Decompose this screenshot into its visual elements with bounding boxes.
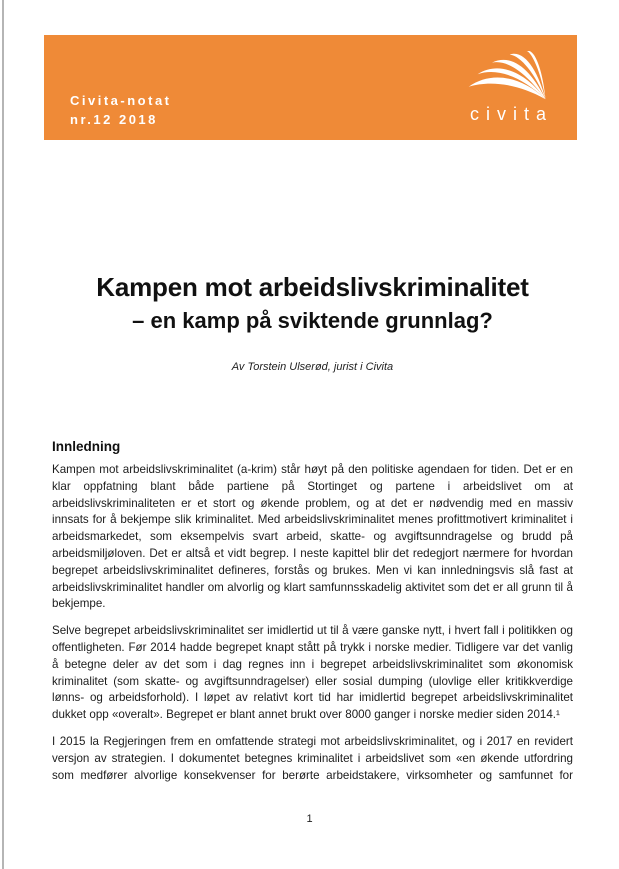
body-paragraph: Selve begrepet arbeidslivskriminalitet ser imidlertid ut til å være ganske nytt, i hvert fall i politikken og offentligheten. Før 2014 hadde begrepet knapt stått på trykk i norske medier. Tidligere var det vanlig å betegne deler av det som i dag regnes inn i begrepet arbeidslivskriminalitet som økonomisk kriminalitet (som skatte- og avgiftsunndragelser) eller sosial dumping (ulovlige eller kritikkverdige lønns- og arbeidsforhold). I løpet av relativt kort tid har imidlertid begrepet arbeidslivskriminalitet dukket opp «overalt». Begrepet er blant annet brukt over 8000 ganger i norske medier siden 2014.¹ — [52, 624, 573, 722]
section-heading: Innledning — [52, 439, 121, 454]
document-subtitle: – en kamp på sviktende grunnlag? — [132, 308, 493, 333]
document-body — [52, 439, 573, 794]
byline: Av Torstein Ulserød, jurist i Civita — [231, 361, 394, 373]
body-paragraph: Kampen mot arbeidslivskriminalitet (a-krim) står høyt på den politiske agendaen for tiden. Det er en klar oppfatning blant både partiene på Stortinget og partene i arbeidslivet om at arbeidslivskriminaliteten er et stort og økende problem, og at det er nødvendig med en massiv innsats for å bekjempe slik kriminalitet. Med arbeidslivskriminalitet menes profittmotivert kriminalitet i arbeidsmarkedet, som eksempelvis svart arbeid, skatte- og avgiftsunndragelse og brudd på arbeidsmiljøloven. Det er altså et vidt begrep. I neste kapittel blir det redegjort nærmere for hvordan begrepet arbeidslivskriminalitet defineres, forstås og brukes. Men vi kan innledningsvis slå fast at arbeidslivskriminalitet handler om alvorlig og klart samfunnsskadelig aktivitet som det er all grunn til å bekjempe. — [52, 463, 573, 611]
document-title: Kampen mot arbeidslivskriminalitet — [96, 272, 529, 302]
page-edge-line — [2, 0, 4, 869]
civita-logo — [455, 51, 561, 125]
notat-series: Civita-notat — [70, 93, 172, 108]
header-band — [44, 35, 577, 140]
page-number: 1 — [306, 813, 313, 825]
civita-wordmark: civita — [469, 104, 553, 124]
civita-swoosh-icon — [466, 51, 550, 101]
title-block — [52, 272, 573, 373]
notat-issue: nr.12 2018 — [70, 112, 158, 127]
body-paragraph: I 2015 la Regjeringen frem en omfattende strategi mot arbeidslivskriminalitet, og i 2017 en revidert versjon av strategien. I dokumentet betegnes kriminalitet i arbeidslivet som «en økende utfordring som medfører alvorlige konsekvenser for berørte arbeidstakere, virksomheter og samfunnet for — [52, 734, 573, 782]
notat-label — [70, 91, 172, 129]
